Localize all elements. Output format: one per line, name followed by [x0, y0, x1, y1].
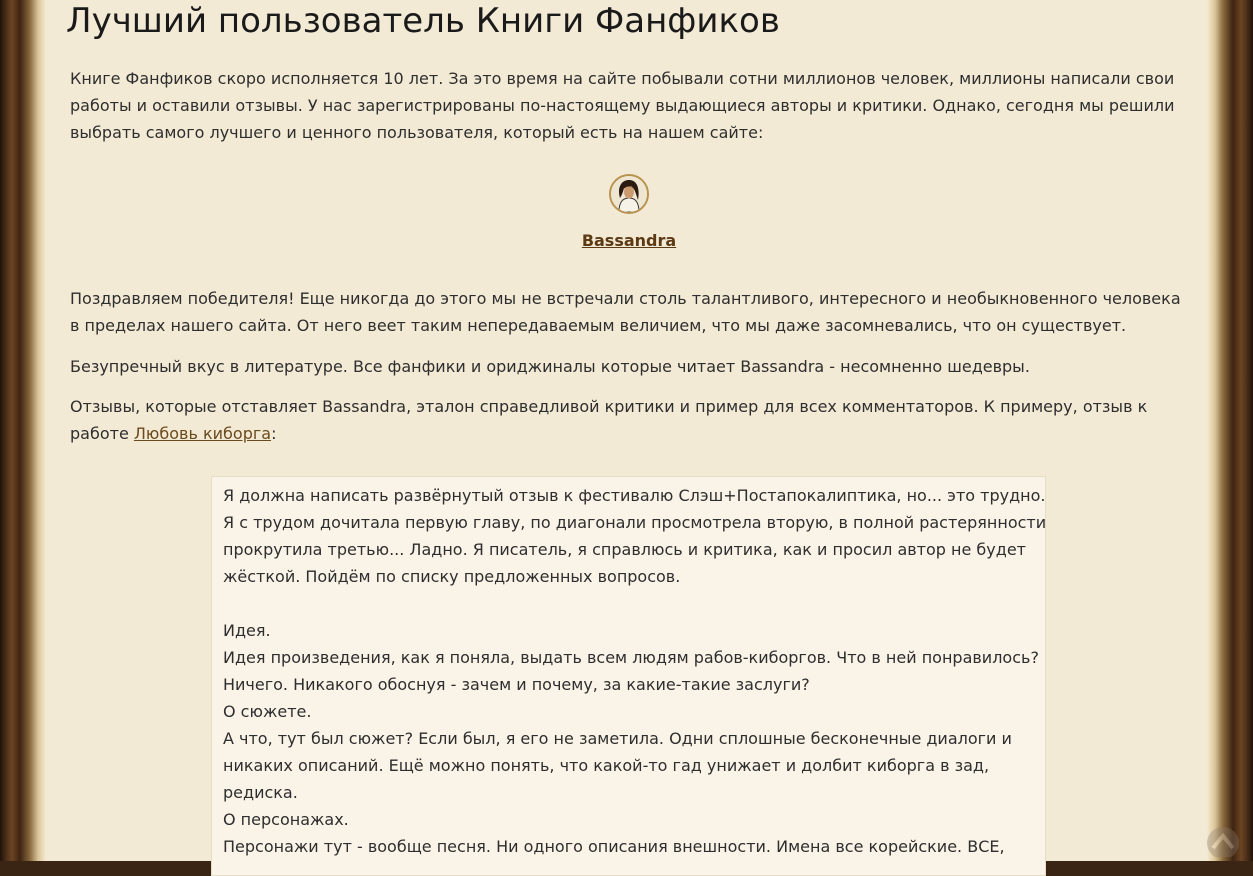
reviews-text: Отзывы, которые отставляет Bassandra, эталон справедливой критики и пример для всех комментаторов. К примеру, отзыв к работе — [70, 397, 1148, 443]
page-title: Лучший пользователь Книги Фанфиков — [66, 1, 780, 41]
username-link[interactable]: Bassandra — [581, 231, 677, 250]
intro-paragraph: Книге Фанфиков скоро исполняется 10 лет. За это время на сайте побывали сотни миллионов человек, миллионы написали свои работы и оставили отзывы. У нас зарегистрированы по-настоящему выдающиеся авторы и критики. Однако, сегодня мы решили выбрать самого лучшего и ценного пользователя, который есть на нашем сайте: — [70, 69, 1175, 142]
quote-line: О персонажах. — [223, 810, 349, 829]
quote-line: Идея. — [223, 621, 271, 640]
quote-line: жёсткой. Пойдём по списку предложенных вопросов. — [223, 567, 681, 586]
left-frame-border — [0, 0, 46, 861]
work-link[interactable]: Любовь киборга — [133, 424, 272, 443]
quote-line: Персонажи тут - вообще песня. Ни одного описания внешности. Имена все корейские. ВСЕ, — [223, 837, 1005, 856]
winner-username — [46, 230, 1212, 252]
review-quote-block — [211, 476, 1046, 876]
reviews-suffix: : — [271, 424, 277, 443]
quote-line: О сюжете. — [223, 702, 312, 721]
user-avatar[interactable] — [609, 174, 649, 214]
quote-line: Ничего. Никакого обоснуя - зачем и почему, за какие-такие заслуги? — [223, 675, 810, 694]
quote-line — [223, 590, 1034, 617]
quote-line: Я должна написать развёрнутый отзыв к фестивалю Слэш+Постапокалиптика, но... это трудно. — [223, 486, 1046, 505]
quote-line: Идея произведения, как я поняла, выдать всем людям рабов-киборгов. Что в ней понравилось? — [223, 648, 1039, 667]
page-content — [46, 0, 1207, 861]
taste-paragraph: Безупречный вкус в литературе. Все фанфики и ориджиналы которые читает Bassandra - несомненно шедевры. — [70, 357, 1030, 376]
scroll-to-top-button[interactable] — [1201, 821, 1245, 857]
quote-line: никаких описаний. Ещё можно понять, что какой-то гад унижает и долбит киборга в зад, — [223, 756, 990, 775]
right-frame-border — [1207, 0, 1253, 861]
reviews-paragraph — [70, 393, 1182, 447]
chevron-up-icon — [1201, 821, 1245, 857]
avatar-portrait-icon — [611, 176, 647, 212]
congrats-paragraph: Поздравляем победителя! Еще никогда до этого мы не встречали столь талантливого, интересного и необыкновенного человека в пределах нашего сайта. От него веет таким непередаваемым величием, что мы даже засомневались, что он существует. — [70, 289, 1181, 335]
quote-line: А что, тут был сюжет? Если был, я его не заметила. Одни сплошные бесконечные диалоги и — [223, 729, 1012, 748]
quote-line: Я с трудом дочитала первую главу, по диагонали просмотрела вторую, в полной растерянности — [223, 513, 1047, 532]
quote-line: прокрутила третью... Ладно. Я писатель, я справлюсь и критика, как и просил автор не будет — [223, 540, 1026, 559]
quote-line: редиска. — [223, 783, 298, 802]
